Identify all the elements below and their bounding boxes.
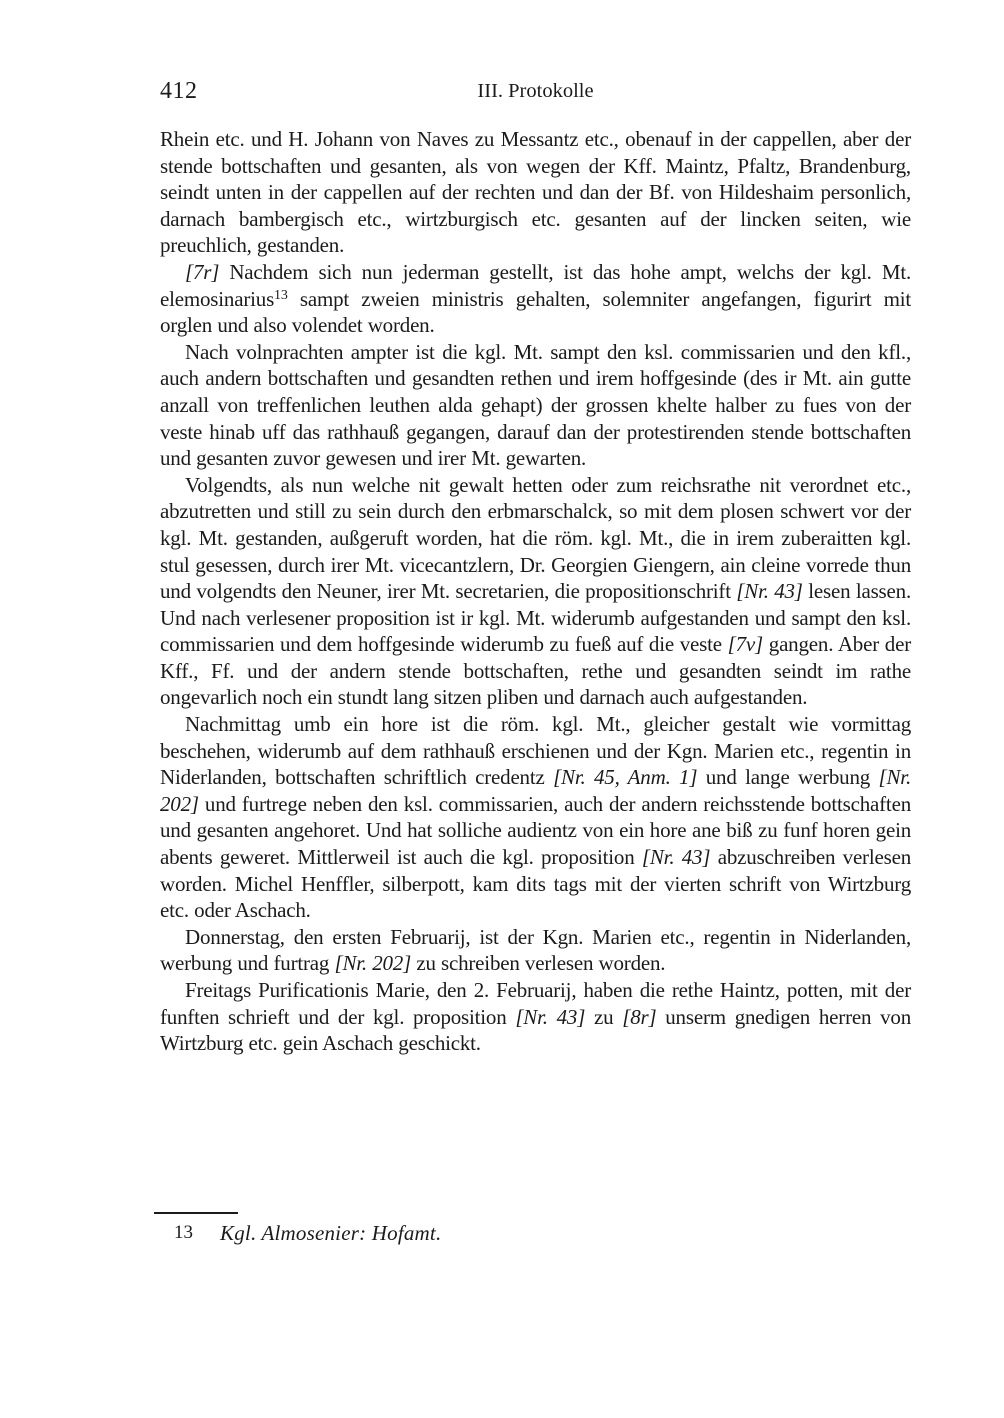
editorial-note: [Nr. 43] xyxy=(641,845,711,870)
footnote-area xyxy=(152,1212,903,1247)
footnote-number: 13 xyxy=(174,1222,193,1243)
editorial-note: [Nr. 202] xyxy=(160,765,911,816)
editorial-note: [8r] xyxy=(622,1004,657,1029)
paragraph xyxy=(160,977,911,1057)
text-segment: Nach volnprachten ampter ist die kgl. Mt. sampt den ksl. commissarien und den kfl., auch andern bottschaften und gesandten rethen und irem hoffgesinde (des ir Mt. ain gutte anzall von treffenlichen leuthen alda gehapt) der grossen khelte halber zu fues von der veste hinab uff das rathhauß gegangen, darauf dan der protestirenden stende bottschaften und gesanten zuvor gewesen und irer Mt. gewarten. xyxy=(160,339,911,471)
editorial-note: [7v] xyxy=(727,632,764,657)
text-segment: Donnerstag, den ersten Februarij, ist der Kgn. Marien etc., regentin in Niderlanden, werbung und furtrag xyxy=(160,924,911,976)
paragraph xyxy=(160,126,911,259)
text-segment: und lange werbung xyxy=(697,765,879,790)
text-segment: zu schreiben verlesen worden. xyxy=(411,951,666,976)
text-segment: Nachmittag umb ein hore ist die röm. kgl. Mt., gleicher gestalt wie vormittag beschehen, widerumb auf dem rathhauß erschienen und der Kgn. Marien etc., regentin in Niderlanden, bottschaften schriftlich credentz xyxy=(160,712,911,790)
page-body xyxy=(160,126,911,1057)
page-header xyxy=(160,78,911,106)
page-number: 412 xyxy=(160,78,198,104)
paragraph xyxy=(160,711,911,924)
text-segment: zu xyxy=(585,1004,623,1029)
running-title: III. Protokolle xyxy=(477,80,594,102)
paragraph xyxy=(160,339,911,472)
footnote-rule xyxy=(154,1212,238,1214)
footnote-text: Kgl. Almosenier: Hofamt. xyxy=(220,1221,442,1245)
text-segment: Freitags Purificationis Marie, den 2. Februarij, haben die rethe Haintz, potten, mit der funften schrieft und der kgl. proposition xyxy=(160,978,911,1029)
footnote xyxy=(152,1219,903,1247)
paragraph xyxy=(160,472,911,711)
text-segment: Rhein etc. und H. Johann von Naves zu Messantz etc., obenauf in der cappellen, aber der stende bottschaften und gesanten, als von wegen der Kff. Maintz, Pfaltz, Brandenburg, seindt unten in der cappellen auf der rechten und dan der Bf. von Hildeshaim personlich, darnach bambergisch etc., wirtzburgisch etc. gesanten auf der lincken seiten, wie preuchlich, gestanden. xyxy=(160,127,911,258)
text-segment: gangen. Aber der Kff., Ff. und der andern stende bottschaften, rethe und gesandten seindt im rathe ongevarlich noch ein stundt lang sitzen pliben und darnach auch aufgestanden. xyxy=(160,632,911,710)
editorial-note: [Nr. 43] xyxy=(515,1004,586,1029)
editorial-note: [Nr. 45, Anm. 1] xyxy=(553,765,698,790)
text-segment: und furtrege neben den ksl. commissarien, auch der andern reichsstende bottschaften und gesanten angehoret. Und hat solliche audientz von ein hore ane biß zu funf horen gein abents geweret. Mittlerweil ist auch die kgl. proposition xyxy=(160,791,911,870)
text-segment: abzuschreiben verlesen worden. Michel Henffler, silberpott, kam dits tags mit der vierten schrift von Wirtzburg etc. oder Aschach. xyxy=(160,845,912,923)
footnote-ref: 13 xyxy=(274,287,288,303)
text-segment: Nachdem sich nun jederman gestellt, ist das hohe ampt, welchs der kgl. Mt. elemosinarius xyxy=(160,259,911,311)
text-segment: Volgendts, als nun welche nit gewalt hetten oder zum reichsrathe nit verordnet etc., abzutretten und still zu sein durch den erbmarschalck, so mit dem plosen schwert vor der kgl. Mt. gestanden, außgeruft worden, hat die röm. kgl. Mt., die in irem zuberaitten kgl. stul gesessen, durch irer Mt. vicecantzlern, Dr. Georgien Giengern, ain cleine vorrede thun und volgendts den Neuner, irer Mt. secretarien, die propositionschrift xyxy=(160,472,911,604)
editorial-note: [7r] xyxy=(185,259,220,284)
text-segment: sampt zweien ministris gehalten, solemniter angefangen, figurirt mit orglen und also volendet worden. xyxy=(160,286,911,338)
text-segment: lesen lassen. Und nach verlesener proposition ist ir kgl. Mt. widerumb aufgestanden und sampt den ksl. commissarien und dem hoffgesinde widerumb zu fueß auf die veste xyxy=(160,579,911,657)
paragraph xyxy=(160,259,911,339)
text-segment: unserm gnedigen herren von Wirtzburg etc. gein Aschach geschickt. xyxy=(160,1004,912,1056)
editorial-note: [Nr. 43] xyxy=(736,579,803,604)
editorial-note: [Nr. 202] xyxy=(334,951,412,976)
paragraph xyxy=(160,924,911,977)
text-column xyxy=(160,78,911,1057)
